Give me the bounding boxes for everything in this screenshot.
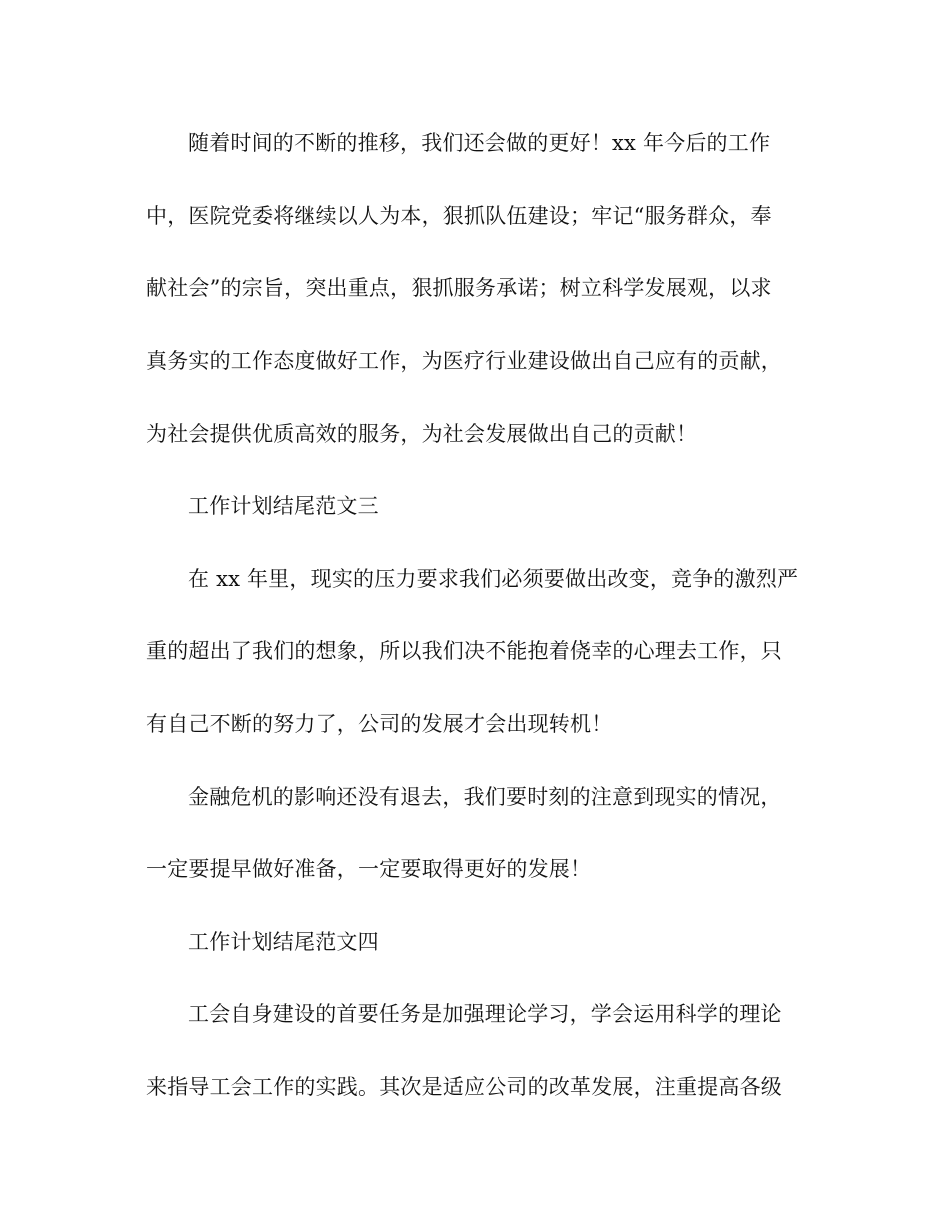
- paragraph-line: 献社会”的宗旨，突出重点，狠抓服务承诺；树立科学发展观，以求: [146, 276, 772, 300]
- paragraph-line: 工会自身建设的首要任务是加强理论学习，学会运用科学的理论: [188, 1002, 782, 1026]
- paragraph-line: 来指导工会工作的实践。其次是适应公司的改革发展，注重提高各级: [146, 1075, 782, 1099]
- paragraph-line: 有自己不断的努力了，公司的发展才会出现转机！: [146, 712, 613, 736]
- paragraph-line: 真务实的工作态度做好工作，为医疗行业建设做出自己应有的贡献，: [146, 349, 782, 373]
- section-heading: 工作计划结尾范文四: [188, 930, 379, 954]
- paragraph-line: 金融危机的影响还没有退去，我们要时刻的注意到现实的情况，: [188, 785, 782, 809]
- paragraph-line: 在 xx 年里，现实的压力要求我们必须要做出改变，竞争的激烈严: [188, 567, 799, 591]
- paragraph-line: 重的超出了我们的想象，所以我们决不能抱着侥幸的心理去工作，只: [146, 639, 782, 663]
- paragraph-line: 随着时间的不断的推移，我们还会做的更好！xx 年今后的工作: [188, 131, 771, 155]
- section-heading: 工作计划结尾范文三: [188, 494, 379, 518]
- paragraph-line: 一定要提早做好准备，一定要取得更好的发展！: [146, 857, 592, 881]
- paragraph-line: 中，医院党委将继续以人为本，狠抓队伍建设；牢记“服务群众，奉: [146, 204, 772, 228]
- paragraph-line: 为社会提供优质高效的服务，为社会发展做出自己的贡献！: [146, 422, 698, 446]
